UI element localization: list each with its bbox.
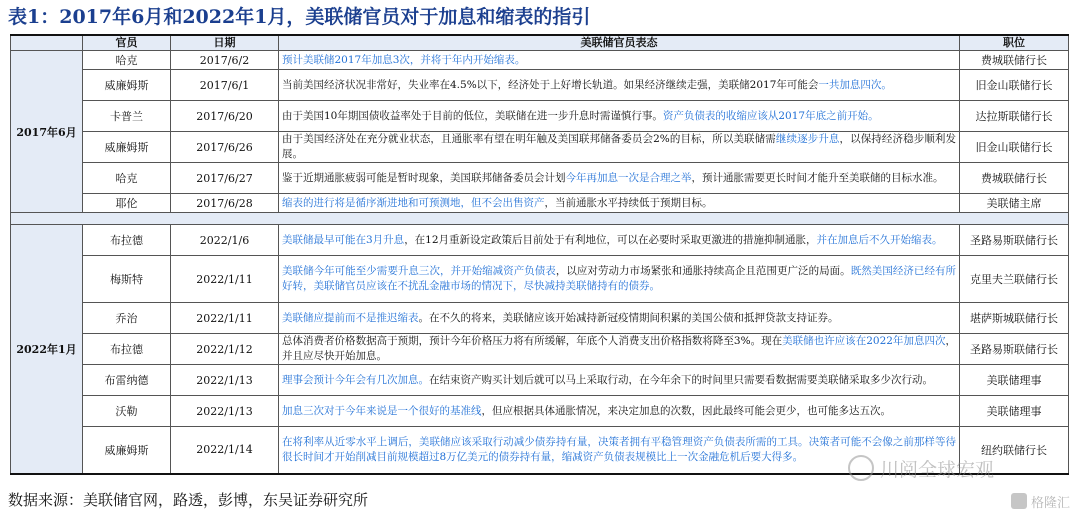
table-row [11,396,1069,427]
table-row [11,70,1069,101]
highlighted-segment: 预计美联储2017年加息3次，并将于年内开始缩表。 [282,53,526,66]
official-name: 威廉姆斯 [83,427,171,474]
header-statement: 美联储官员表态 [279,35,960,51]
official-name: 梅斯特 [83,256,171,303]
statement-text [279,132,960,163]
official-name: 威廉姆斯 [83,132,171,163]
table-row [11,163,1069,194]
text-segment: 。在不久的将来，美联储应该开始减持新冠疫情期间积累的美国公债和抵押贷款支持证券。 [418,311,839,324]
highlighted-segment: 缩表的进行将是循序渐进地和可预测地，但不会出售资产 [282,196,545,209]
statement-date: 2022/1/13 [171,396,279,427]
watermark-logo-icon [848,455,874,481]
table-row [11,303,1069,334]
table-body [11,51,1069,474]
statement-text [279,365,960,396]
statement-text [279,101,960,132]
data-source: 数据来源：美联储官网，路透，彭博，东吴证券研究所 [8,491,369,509]
highlighted-segment: 资产负债表的收缩应该从2017年底之前开始。 [662,109,879,122]
text-segment: 鉴于近期通胀疲弱可能是暂时现象，美国联邦储备委员会计划 [282,171,566,184]
watermark [848,454,994,482]
highlighted-segment: 一共加息四次。 [818,78,892,91]
official-position: 圣路易斯联储行长 [960,334,1069,365]
statement-date: 2022/1/6 [171,225,279,256]
official-position: 美联储理事 [960,396,1069,427]
official-name: 卡普兰 [83,101,171,132]
statement-date: 2017/6/27 [171,163,279,194]
official-position: 费城联储行长 [960,163,1069,194]
statement-text [279,163,960,194]
statement-date: 2017/6/1 [171,70,279,101]
official-position: 费城联储行长 [960,51,1069,70]
statement-date: 2022/1/12 [171,334,279,365]
highlighted-segment: 美联储今年可能至少需要升息三次，并开始缩减资产负债表 [282,265,556,277]
table-row [11,51,1069,70]
official-name: 哈克 [83,51,171,70]
official-position: 美联储主席 [960,194,1069,213]
official-name: 威廉姆斯 [83,70,171,101]
separator-cell [11,213,1069,225]
highlighted-segment: 美联储也许应该在2022年加息四次 [782,335,946,347]
statement-date: 2017/6/2 [171,51,279,70]
table-row [11,101,1069,132]
official-position: 圣路易斯联储行长 [960,225,1069,256]
highlighted-segment: 并在加息后不久开始缩表。 [816,233,943,246]
official-position: 美联储理事 [960,365,1069,396]
statement-text [279,70,960,101]
statement-text [279,256,960,303]
official-name: 耶伦 [83,194,171,213]
logo-text: 格隆汇 [1030,495,1070,511]
highlighted-segment: 美联储应提前而不是推迟缩表 [282,311,419,324]
statement-date: 2022/1/14 [171,427,279,474]
statement-text [279,334,960,365]
header-position: 职位 [960,35,1069,51]
highlighted-segment: 继续逐步升息 [775,133,840,145]
official-name: 乔治 [83,303,171,334]
statement-text [279,303,960,334]
table-row [11,132,1069,163]
text-segment: ，预计通胀需要更长时间才能升至美联储的目标水准。 [691,171,944,184]
logo-icon [1011,493,1027,509]
official-position: 达拉斯联储行长 [960,101,1069,132]
official-name: 哈克 [83,163,171,194]
statement-date: 2017/6/20 [171,101,279,132]
statement-text [279,51,960,70]
text-segment: 由于美国经济处在充分就业状态，且通胀率有望在明年触及美国联邦储备委员会2%的目标，所以美联储需 [282,133,776,145]
table-title: 表1：2017年6月和2022年1月，美联储官员对于加息和缩表的指引 [8,6,591,28]
text-segment: ，以保持经济稳步顺利发展。 [282,133,957,160]
text-segment: 在结束资产购买计划后就可以马上采取行动，在今年余下的时间里只需要看数据需要美联储采取多少次行动。 [429,373,933,386]
statement-date: 2022/1/11 [171,256,279,303]
highlighted-segment: 缩减资产负债表规模比上一次金融危机后要大得多。 [561,450,804,463]
official-position: 纽约联储行长 [960,427,1069,474]
official-position: 旧金山联储行长 [960,132,1069,163]
highlighted-segment: 理事会预计今年会有几次加息。 [282,373,429,386]
text-segment: 当前美国经济状况非常好，失业率在4.5%以下，经济处于上好增长轨道。如果经济继续走强，美联储2017年可能会 [282,78,819,91]
official-name: 沃勒 [83,396,171,427]
official-name: 布拉德 [83,225,171,256]
highlighted-segment: 既然美国经济已经有所好转，美联储官员应该在不扰乱金融市场的情况下，尽快减持美联储持有的债券。 [282,265,957,292]
table-row [11,365,1069,396]
period-label: 2017年6月 [11,51,83,213]
text-segment: ，以应对劳动力市场紧张和通胀持续高企且范围更广泛的局面。 [555,265,851,277]
header-official: 官员 [83,35,171,51]
text-segment: ，但应根据具体通胀情况，来决定加息的次数，因此最终可能会更少，也可能多达五次。 [481,404,891,417]
text-segment: ，在12月重新设定政策后目前处于有利地位，可以在必要时采取更激进的措施抑制通胀， [404,233,817,246]
official-position: 旧金山联储行长 [960,70,1069,101]
watermark-text: 川阅全球宏观 [880,458,995,481]
table-row [11,225,1069,256]
text-segment: ，当前通胀水平持续低于预期目标。 [544,196,713,209]
header-row [11,35,1069,51]
group-separator [11,213,1069,225]
period-label: 2022年1月 [11,225,83,474]
header-period [11,35,83,51]
statement-text [279,396,960,427]
statement-text [279,225,960,256]
statement-date: 2022/1/13 [171,365,279,396]
gelonghui-logo [1011,492,1070,510]
fed-guidance-table [10,34,1069,475]
table-row [11,334,1069,365]
statement-date: 2017/6/26 [171,132,279,163]
header-date: 日期 [171,35,279,51]
official-name: 布拉德 [83,334,171,365]
official-name: 布雷纳德 [83,365,171,396]
text-segment: 总体消费者价格数据高于预期，预计今年价格压力将有所缓解，年底个人消费支出价格指数将降至3%。现在 [282,335,783,347]
text-segment: 由于美国10年期国债收益率处于目前的低位，美联储在进一步升息时需谨慎行事。 [282,109,663,122]
highlighted-segment: 今年再加息一次是合理之举 [565,171,692,184]
statement-text [279,194,960,213]
text-segment: ，并且应尽快开始加息。 [282,335,956,362]
statement-date: 2017/6/28 [171,194,279,213]
official-position: 克里夫兰联储行长 [960,256,1069,303]
highlighted-segment: 加息三次对于今年来说是一个很好的基准线 [282,404,482,417]
table-row [11,256,1069,303]
table-row [11,194,1069,213]
highlighted-segment: 在将利率从近零水平上调后，美联储应该采取行动减少债券持有量，决策者拥有平稳管理资产负债表所需的工具。决策者可能不会像之前那样等待很长时间才开始削减目前规模超过8万亿美元的债券持有量， [282,435,956,463]
highlighted-segment: 美联储最早可能在3月升息 [282,233,405,246]
official-position: 堪萨斯城联储行长 [960,303,1069,334]
statement-date: 2022/1/11 [171,303,279,334]
